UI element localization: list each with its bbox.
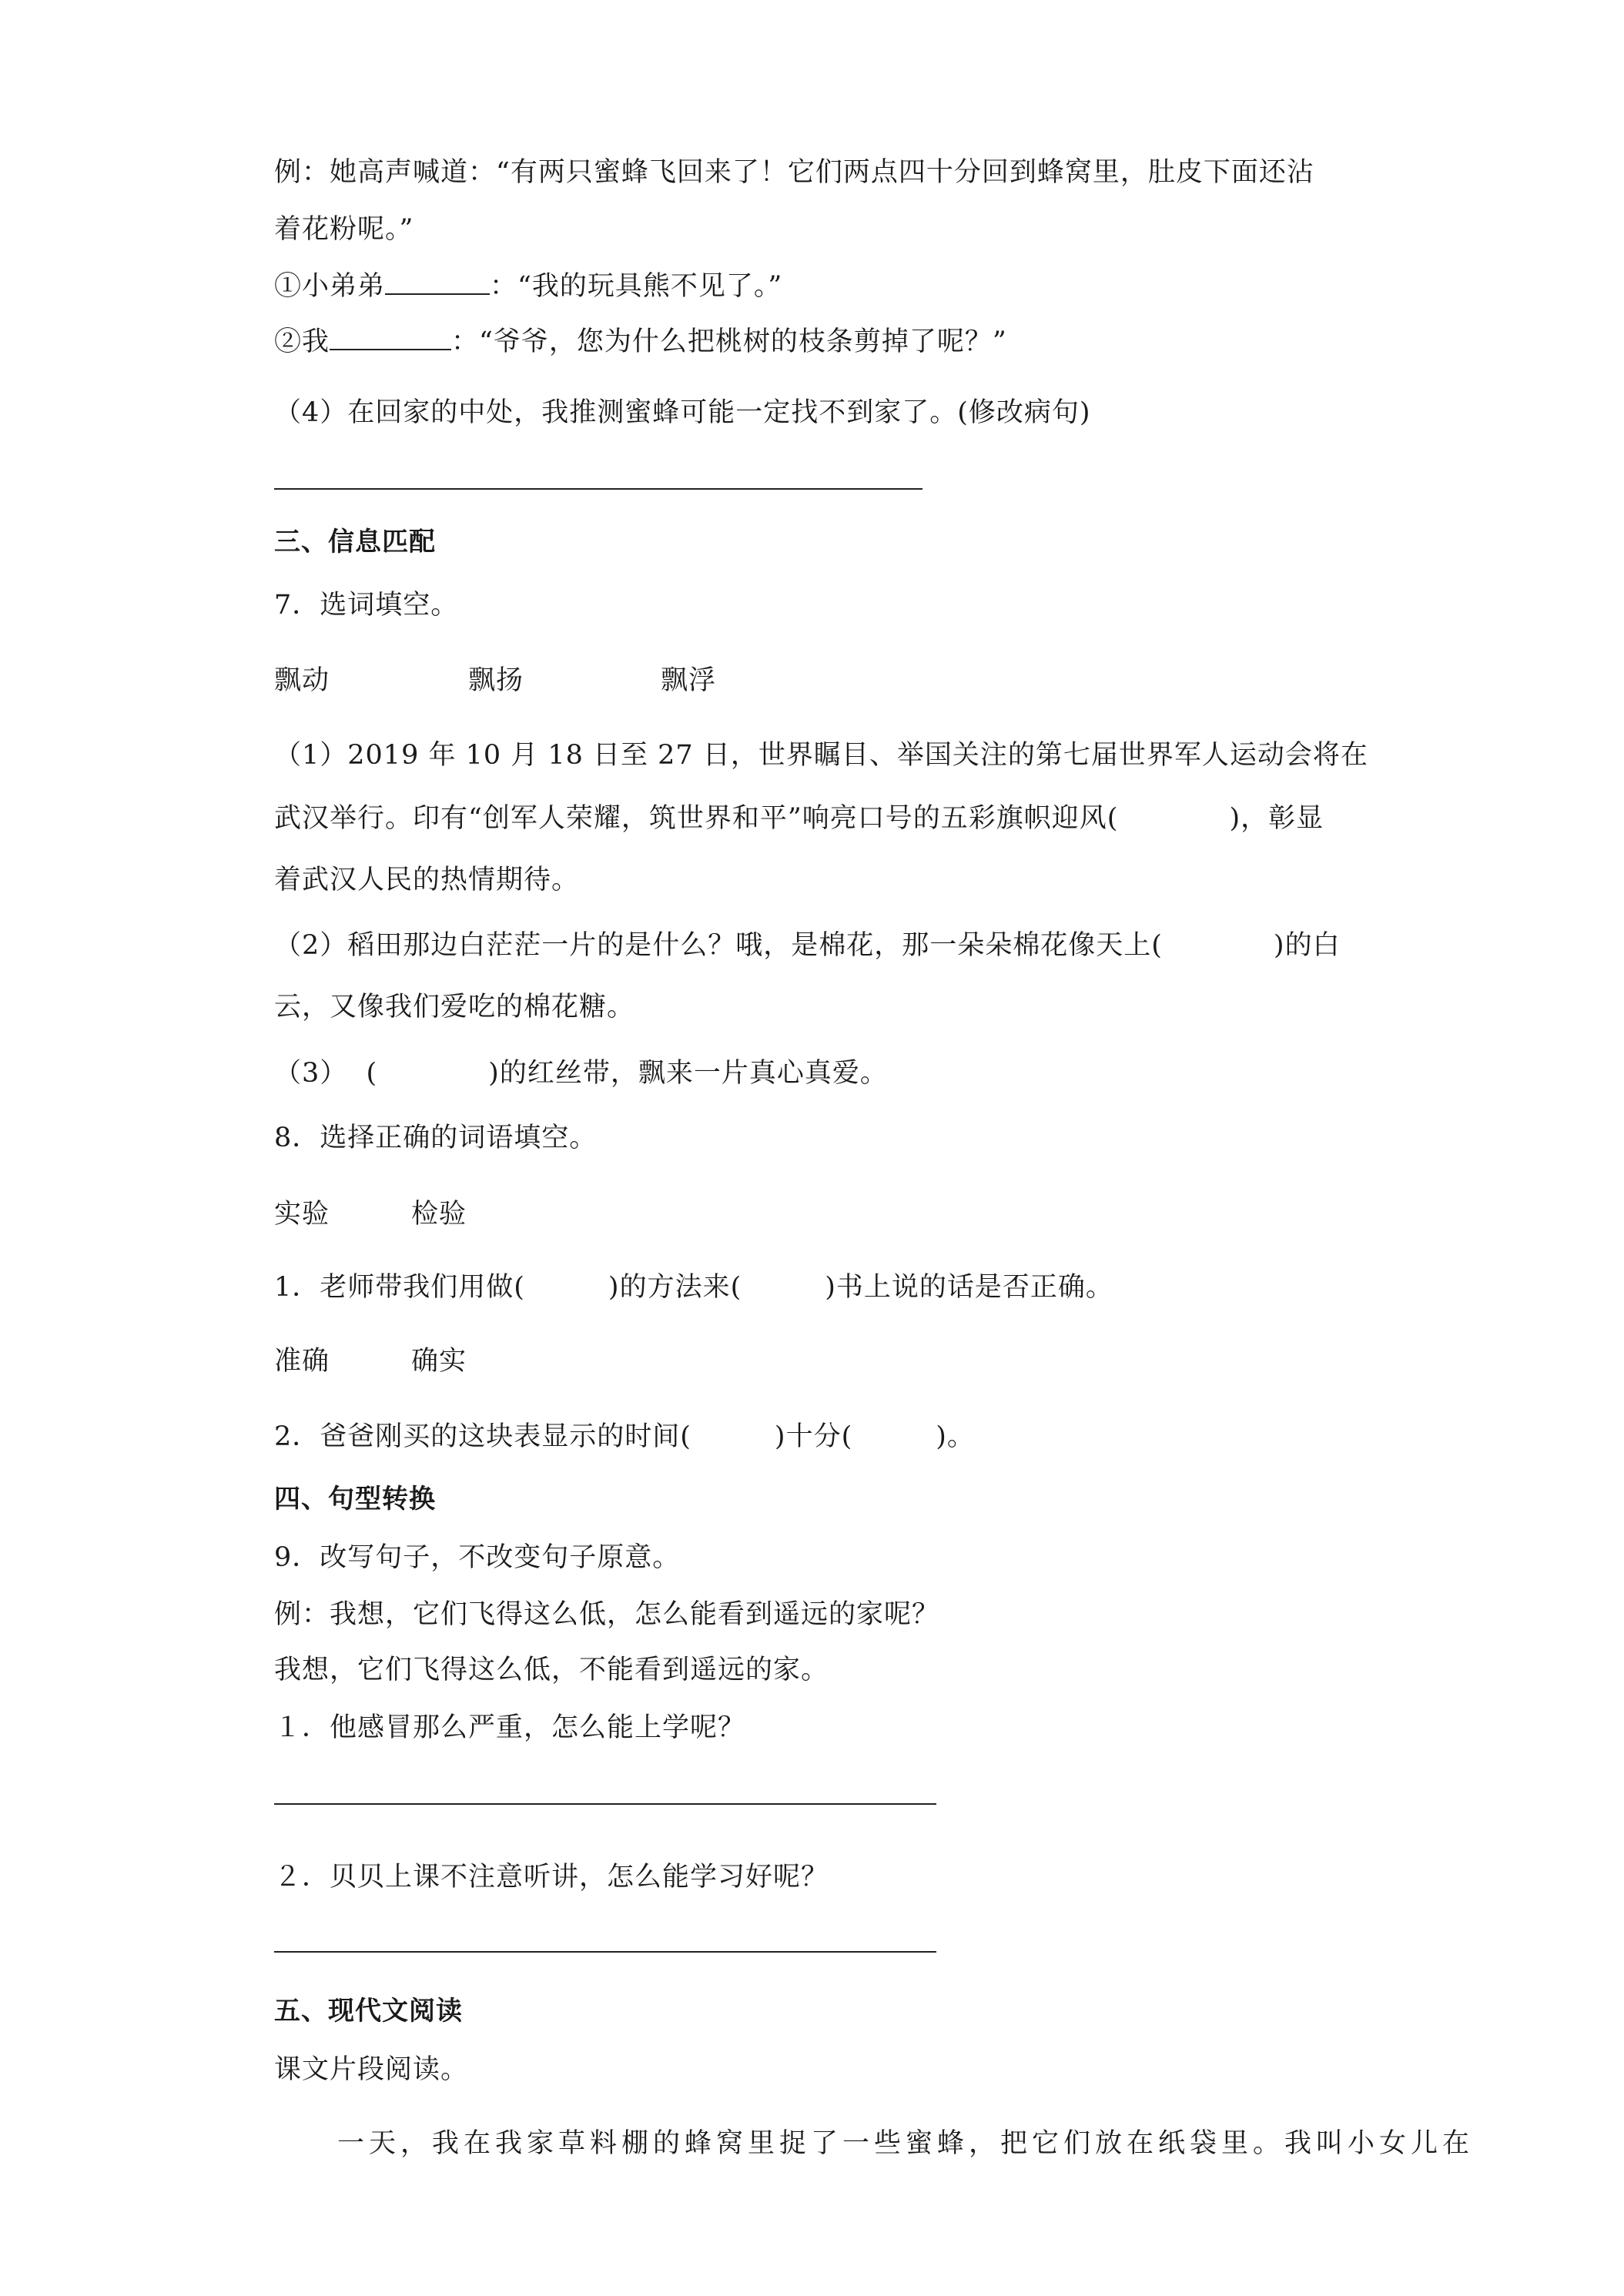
word-option-7: 确实 [411, 1346, 467, 1377]
word-option-6: 准确 [274, 1346, 330, 1377]
question-4: （4）在回家的中处，我推测蜜蜂可能一定找不到家了。(修改病句) [274, 397, 1091, 428]
question-7: 7．选词填空。 [274, 590, 459, 621]
word-option-5: 检验 [411, 1199, 467, 1230]
question-9-2: ２．贝贝上课不注意听讲，怎么能学习好呢？ [274, 1862, 829, 1893]
question-7-1-line-2: 武汉举行。印有“创军人荣耀，筑世界和平”响亮口号的五彩旗帜迎风( )，彰显 [274, 803, 1324, 834]
fill-line-2-suffix: ：“爷爷，您为什么把桃树的枝条剪掉了呢？” [451, 326, 1007, 357]
answer-line-q4[interactable] [274, 488, 922, 490]
fill-line-1-suffix: ：“我的玩具熊不见了。” [490, 271, 783, 302]
question-7-2-line-2: 云，又像我们爱吃的棉花糖。 [274, 992, 635, 1022]
question-9: 9．改写句子，不改变句子原意。 [274, 1542, 681, 1573]
word-option-1: 飘动 [274, 665, 330, 696]
question-7-1-line-1: （1）2019 年 10 月 18 日至 27 日，世界瞩目、举国关注的第七届世界军人运动会将在 [274, 740, 1368, 771]
example-line-2: 着花粉呢。” [274, 214, 414, 245]
reading-intro: 课文片段阅读。 [274, 2054, 469, 2085]
answer-blank-1[interactable] [385, 267, 490, 295]
word-option-4: 实验 [274, 1199, 330, 1230]
section-5-heading: 五、现代文阅读 [274, 1996, 463, 2027]
fill-line-2 [274, 323, 1007, 359]
section-4-heading: 四、句型转换 [274, 1484, 436, 1514]
section-3-heading: 三、信息匹配 [274, 527, 436, 557]
answer-blank-2[interactable] [330, 323, 451, 350]
fill-line-1-prefix: ①小弟弟 [274, 271, 386, 302]
question-8-1: 1．老师带我们用做( )的方法来( )书上说的话是否正确。 [274, 1272, 1113, 1303]
question-8: 8．选择正确的词语填空。 [274, 1123, 598, 1153]
word-option-3: 飘浮 [661, 665, 717, 696]
word-option-2: 飘扬 [468, 665, 524, 696]
fill-line-2-prefix: ②我 [274, 326, 330, 357]
question-7-1-line-3: 着武汉人民的热情期待。 [274, 865, 580, 895]
question-8-2: 2．爸爸刚买的这块表显示的时间( )十分( )。 [274, 1421, 975, 1452]
example-line-1: 例：她高声喊道：“有两只蜜蜂飞回来了！它们两点四十分回到蜂窝里，肚皮下面还沾 [274, 157, 1314, 188]
question-9-example-2: 我想，它们飞得这么低，不能看到遥远的家。 [274, 1655, 829, 1685]
fill-line-1 [274, 267, 782, 303]
answer-line-q9-1[interactable] [274, 1803, 936, 1805]
reading-paragraph-1: 一天，我在我家草料棚的蜂窝里捉了一些蜜蜂，把它们放在纸袋里。我叫小女儿在 [274, 2128, 1475, 2159]
question-9-example-1: 例：我想，它们飞得这么低，怎么能看到遥远的家呢？ [274, 1599, 940, 1630]
question-9-1: １．他感冒那么严重，怎么能上学呢？ [274, 1712, 746, 1743]
answer-line-q9-2[interactable] [274, 1951, 936, 1953]
question-7-2-line-1: （2）稻田那边白茫茫一片的是什么？哦，是棉花，那一朵朵棉花像天上( )的白 [274, 930, 1341, 961]
question-7-3: （3） ( )的红丝带，飘来一片真心真爱。 [274, 1058, 888, 1089]
